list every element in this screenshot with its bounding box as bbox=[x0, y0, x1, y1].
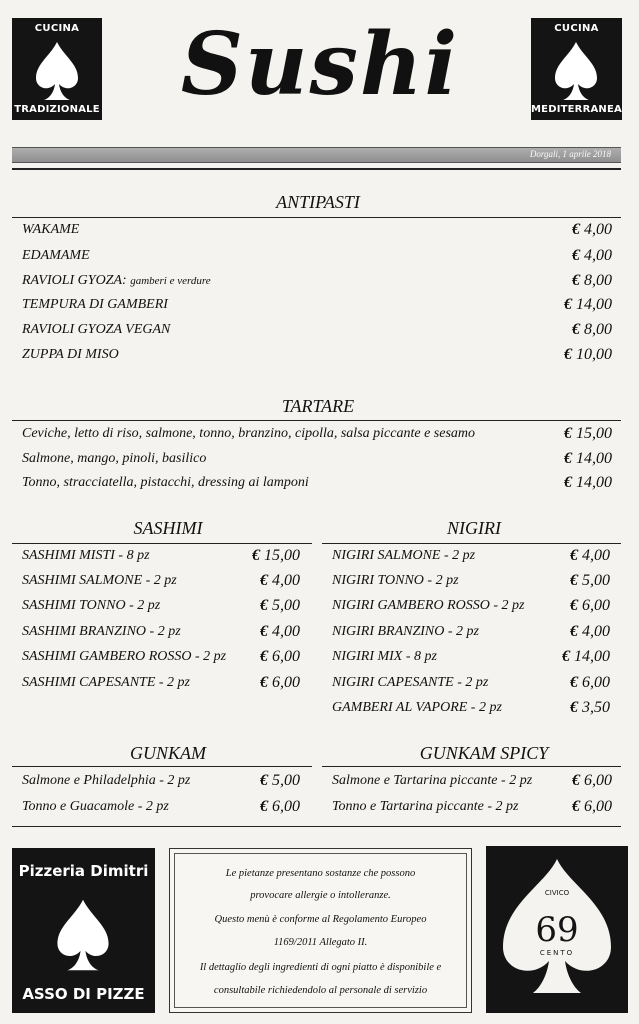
item-price: € 3,50 bbox=[570, 699, 610, 716]
divider bbox=[322, 543, 621, 544]
logo-cucina-tradizionale bbox=[12, 18, 102, 120]
item-price: € 4,00 bbox=[572, 221, 612, 238]
item-price: € 4,00 bbox=[572, 247, 612, 264]
item-name: NIGIRI GAMBERO ROSSO - 2 pz bbox=[332, 598, 525, 613]
item-name: SASHIMI BRANZINO - 2 pz bbox=[22, 624, 181, 639]
item-name: WAKAME bbox=[22, 222, 80, 237]
item-price: € 4,00 bbox=[260, 623, 300, 640]
item-name: SASHIMI CAPESANTE - 2 pz bbox=[22, 675, 190, 690]
section-title-antipasti: ANTIPASTI bbox=[276, 192, 360, 212]
item-price: € 8,00 bbox=[572, 321, 612, 338]
item-price: € 6,00 bbox=[570, 597, 610, 614]
allergen-notice bbox=[169, 848, 472, 1013]
civico-number: 69 bbox=[535, 910, 579, 950]
item-price: € 14,00 bbox=[562, 648, 610, 665]
spade-icon bbox=[34, 40, 80, 102]
spade-icon bbox=[553, 40, 599, 102]
item-name: NIGIRI SALMONE - 2 pz bbox=[332, 548, 476, 563]
notice-line: 1169/2011 Allegato II. bbox=[273, 937, 368, 948]
date-line: Dorgali, 1 aprile 2018 bbox=[529, 149, 611, 159]
item-name: SASHIMI MISTI - 8 pz bbox=[22, 548, 150, 563]
logo-right-top-label: CUCINA bbox=[554, 23, 599, 34]
logo-pizzeria-dimitri bbox=[12, 848, 155, 1013]
item-name: ZUPPA DI MISO bbox=[22, 347, 119, 362]
item-name: NIGIRI TONNO - 2 pz bbox=[332, 573, 459, 588]
pizzeria-name: Pizzeria Dimitri bbox=[18, 862, 149, 880]
item-name: Salmone, mango, pinoli, basilico bbox=[22, 451, 207, 466]
item-price: € 6,00 bbox=[260, 798, 300, 815]
item-name: NIGIRI BRANZINO - 2 pz bbox=[332, 624, 479, 639]
item-name: NIGIRI CAPESANTE - 2 pz bbox=[332, 675, 489, 690]
logo-left-top-label: CUCINA bbox=[34, 23, 80, 34]
logo-civico-69 bbox=[486, 846, 628, 1013]
item-name: Tonno e Guacamole - 2 pz bbox=[22, 799, 169, 814]
civico-bottom: CENTO bbox=[539, 949, 575, 957]
pizzeria-tagline: ASSO DI PIZZE bbox=[22, 985, 145, 1003]
date-bar bbox=[12, 147, 621, 163]
item-price: € 5,00 bbox=[260, 597, 300, 614]
divider bbox=[12, 543, 312, 544]
section-title-gunkam-spicy: GUNKAM SPICY bbox=[419, 743, 549, 763]
logo-cucina-mediterranea bbox=[531, 18, 622, 120]
item-price: € 10,00 bbox=[564, 346, 612, 363]
section-title-sashimi: SASHIMI bbox=[133, 518, 203, 538]
divider bbox=[12, 766, 312, 767]
divider bbox=[322, 766, 621, 767]
item-name: GAMBERI AL VAPORE - 2 pz bbox=[332, 700, 502, 715]
divider bbox=[12, 168, 621, 170]
divider bbox=[12, 826, 621, 827]
notice-line: Le pietanze presentano sostanze che possono bbox=[225, 868, 416, 879]
item-price: € 6,00 bbox=[570, 674, 610, 691]
section-title-gunkam: GUNKAM bbox=[130, 743, 206, 763]
item-name: RAVIOLI GYOZA: bbox=[22, 273, 127, 288]
item-price: € 4,00 bbox=[570, 623, 610, 640]
item-name: SASHIMI SALMONE - 2 pz bbox=[22, 573, 177, 588]
item-price: € 4,00 bbox=[570, 547, 610, 564]
item-price: € 15,00 bbox=[564, 425, 612, 442]
logo-left-bottom-label: TRADIZIONALE bbox=[14, 104, 100, 115]
item-price: € 6,00 bbox=[572, 772, 612, 789]
item-name: RAVIOLI GYOZA VEGAN bbox=[22, 322, 171, 337]
civico-top: CIVICO bbox=[544, 889, 570, 897]
item-name: EDAMAME bbox=[22, 248, 90, 263]
notice-line: Questo menù è conforme al Regolamento Europeo bbox=[214, 914, 427, 925]
item-desc: gamberi e verdure bbox=[130, 275, 211, 287]
section-title-tartare: TARTARE bbox=[281, 396, 355, 416]
item-price: € 6,00 bbox=[260, 648, 300, 665]
spade-icon bbox=[55, 892, 111, 978]
item-name: SASHIMI GAMBERO ROSSO - 2 pz bbox=[22, 649, 227, 664]
item-price: € 8,00 bbox=[572, 272, 612, 289]
page-title: Sushi bbox=[180, 14, 460, 115]
item-price: € 14,00 bbox=[564, 296, 612, 313]
logo-right-bottom-label: MEDITERRANEA bbox=[531, 104, 622, 115]
notice-line: provocare allergie o intolleranze. bbox=[250, 890, 391, 901]
item-price: € 6,00 bbox=[260, 674, 300, 691]
item-price: € 14,00 bbox=[564, 474, 612, 491]
item-name: Tonno, stracciatella, pistacchi, dressing ai lamponi bbox=[22, 475, 309, 490]
item-name: Salmone e Tartarina piccante - 2 pz bbox=[332, 773, 533, 788]
item-price: € 6,00 bbox=[572, 798, 612, 815]
notice-line: consultabile richiedendolo al personale di servizio bbox=[213, 985, 428, 996]
item-name: SASHIMI TONNO - 2 pz bbox=[22, 598, 161, 613]
item-price: € 5,00 bbox=[570, 572, 610, 589]
divider bbox=[12, 420, 621, 421]
item-name: NIGIRI MIX - 8 pz bbox=[332, 649, 437, 664]
item-name: TEMPURA DI GAMBERI bbox=[22, 297, 168, 312]
item-price: € 15,00 bbox=[252, 547, 300, 564]
notice-line: Il dettaglio degli ingredienti di ogni piatto è disponibile e bbox=[199, 962, 442, 973]
item-name: Salmone e Philadelphia - 2 pz bbox=[22, 773, 191, 788]
item-name: Tonno e Tartarina piccante - 2 pz bbox=[332, 799, 519, 814]
item-name: Ceviche, letto di riso, salmone, tonno, branzino, cipolla, salsa piccante e sesamo bbox=[22, 426, 476, 441]
item-price: € 5,00 bbox=[260, 772, 300, 789]
spade-icon bbox=[497, 855, 617, 1005]
item-price: € 4,00 bbox=[260, 572, 300, 589]
item-price: € 14,00 bbox=[564, 450, 612, 467]
section-title-nigiri: NIGIRI bbox=[447, 518, 501, 538]
divider bbox=[12, 217, 621, 218]
